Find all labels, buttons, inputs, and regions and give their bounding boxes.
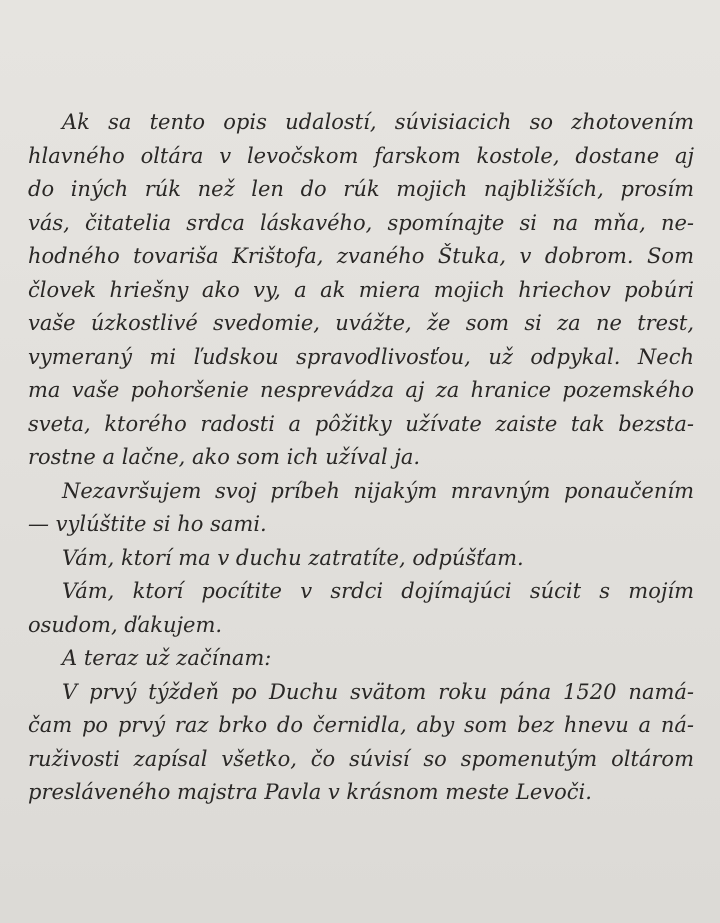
text-line: čam po prvý raz brko do černidla, aby som bez hnevu a ná- bbox=[28, 713, 694, 737]
text-line: rostne a lačne, ako som ich užíval ja. bbox=[28, 445, 421, 469]
text-line: Vám, ktorí ma v duchu zatratíte, odpúšťam. bbox=[62, 545, 524, 570]
body-text bbox=[28, 106, 694, 810]
text-line: V prvý týždeň po Duchu svätom roku pána 1520 namá- bbox=[62, 679, 694, 704]
text-line: Nezavršujem svoj príbeh nijakým mravným ponaučením bbox=[62, 478, 694, 503]
text-line: — vylúštite si ho sami. bbox=[28, 512, 267, 536]
text-line: vymeraný mi ľudskou spravodlivosťou, už odpykal. Nech bbox=[28, 344, 694, 369]
text-line: vaše úzkostlivé svedomie, uvážte, že som si za ne trest, bbox=[28, 311, 694, 335]
text-line: osudom, ďakujem. bbox=[28, 612, 223, 637]
text-line: ruživosti zapísal všetko, čo súvisí so spomenutým oltárom bbox=[28, 746, 694, 771]
text-line: hlavného oltára v levočskom farskom kostole, dostane aj bbox=[28, 143, 694, 168]
text-line: hodného tovariša Krištofa, zvaného Štuka, v dobrom. Som bbox=[28, 244, 694, 268]
text-line: presláveného majstra Pavla v krásnom meste Levoči. bbox=[28, 780, 592, 804]
text-line: Vám, ktorí pocítite v srdci dojímajúci súcit s mojím bbox=[62, 579, 694, 603]
text-line: A teraz už začínam: bbox=[62, 646, 272, 670]
text-line: človek hriešny ako vy, a ak miera mojich hriechov pobúri bbox=[28, 277, 694, 302]
text-line: do iných rúk než len do rúk mojich najbližších, prosím bbox=[28, 177, 694, 201]
text-line: ma vaše pohoršenie nesprevádza aj za hranice pozemského bbox=[28, 378, 694, 402]
text-line: Ak sa tento opis udalostí, súvisiacich so zhotovením bbox=[62, 110, 694, 134]
text-line: sveta, ktorého radosti a pôžitky užívate zaiste tak bezsta- bbox=[28, 411, 694, 436]
text-line: vás, čitatelia srdca láskavého, spomínajte si na mňa, ne- bbox=[28, 210, 694, 235]
